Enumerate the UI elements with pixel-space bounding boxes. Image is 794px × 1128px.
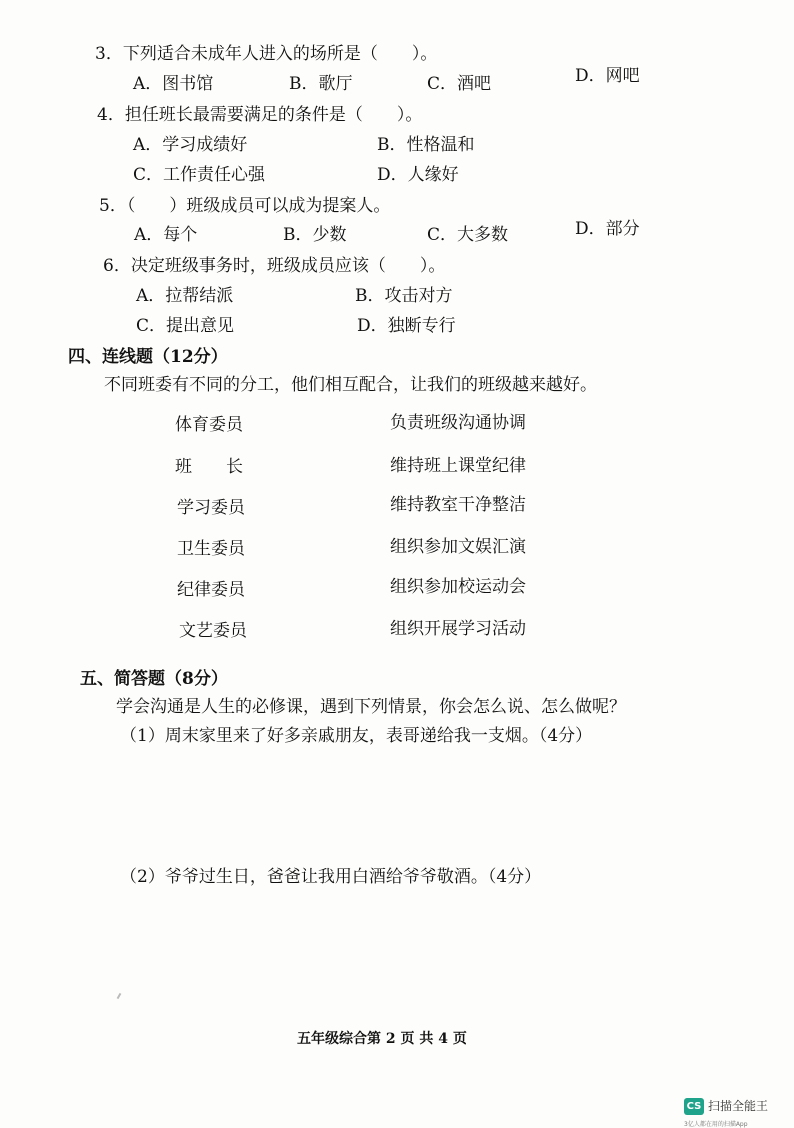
- question-3-option-c: C．酒吧: [427, 74, 492, 94]
- question-6-option-b: B．攻击对方: [355, 286, 453, 306]
- question-4-option-c: C．工作责任心强: [133, 165, 266, 185]
- question-5-option-a: A．每个: [134, 225, 198, 245]
- match-left-item: 纪律委员: [177, 580, 245, 600]
- question-5-option-c: C．大多数: [427, 225, 509, 245]
- question-4-option-a: A．学习成绩好: [133, 135, 248, 155]
- section-5-intro: 学会沟通是人生的必修课，遇到下列情景，你会怎么说、怎么做呢？: [116, 697, 626, 717]
- section-5-question-2: （2）爷爷过生日，爸爸让我用白酒给爷爷敬酒。（4分）: [120, 867, 542, 887]
- match-right-item: 组织开展学习活动: [390, 619, 526, 639]
- match-right-item: 维持班上课堂纪律: [390, 456, 526, 476]
- scanner-app-name: 扫描全能王: [708, 1099, 769, 1113]
- match-left-item: 学习委员: [177, 498, 245, 518]
- match-left-item: 班 长: [175, 457, 243, 477]
- question-5-option-b: B．少数: [283, 225, 347, 245]
- question-3-option-b: B．歌厅: [289, 74, 353, 94]
- match-right-item: 负责班级沟通协调: [390, 413, 526, 433]
- question-5-option-d: D．部分: [575, 219, 640, 239]
- question-6-option-d: D．独断专行: [357, 316, 456, 336]
- match-right-item: 维持教室干净整洁: [390, 495, 526, 515]
- question-3-option-a: A．图书馆: [133, 74, 214, 94]
- question-6-option-a: A．拉帮结派: [136, 286, 234, 306]
- question-6-stem: 6．决定班级事务时，班级成员应该（ ）。: [103, 256, 446, 276]
- question-3-stem: 3．下列适合未成年人进入的场所是（ ）。: [95, 44, 438, 64]
- question-4-option-b: B．性格温和: [377, 135, 475, 155]
- match-right-item: 组织参加文娱汇演: [390, 537, 526, 557]
- section-4-intro: 不同班委有不同的分工，他们相互配合，让我们的班级越来越好。: [104, 375, 597, 395]
- scanner-logo-icon: CS: [684, 1098, 704, 1115]
- match-left-item: 卫生委员: [177, 539, 245, 559]
- question-5-stem: 5．（ ）班级成员可以成为提案人。: [99, 196, 391, 216]
- match-left-item: 文艺委员: [179, 621, 247, 641]
- question-4-stem: 4．担任班长最需要满足的条件是（ ）。: [97, 105, 423, 125]
- question-6-option-c: C．提出意见: [136, 316, 235, 336]
- question-4-option-d: D．人缘好: [377, 165, 459, 185]
- section-4-title: 四、连线题（12分）: [68, 347, 228, 367]
- match-right-item: 组织参加校运动会: [390, 577, 526, 597]
- question-3-option-d: D．网吧: [575, 66, 640, 86]
- match-left-item: 体育委员: [175, 415, 243, 435]
- section-5-question-1: （1）周末家里来了好多亲戚朋友，表哥递给我一支烟。（4分）: [120, 726, 593, 746]
- scanner-app-slogan: 3亿人都在用的扫描App: [684, 1121, 748, 1128]
- section-5-title: 五、简答题（8分）: [80, 669, 228, 689]
- page-footer: 五年级综合第 2 页 共 4 页: [297, 1031, 467, 1047]
- scan-speck: [117, 993, 122, 999]
